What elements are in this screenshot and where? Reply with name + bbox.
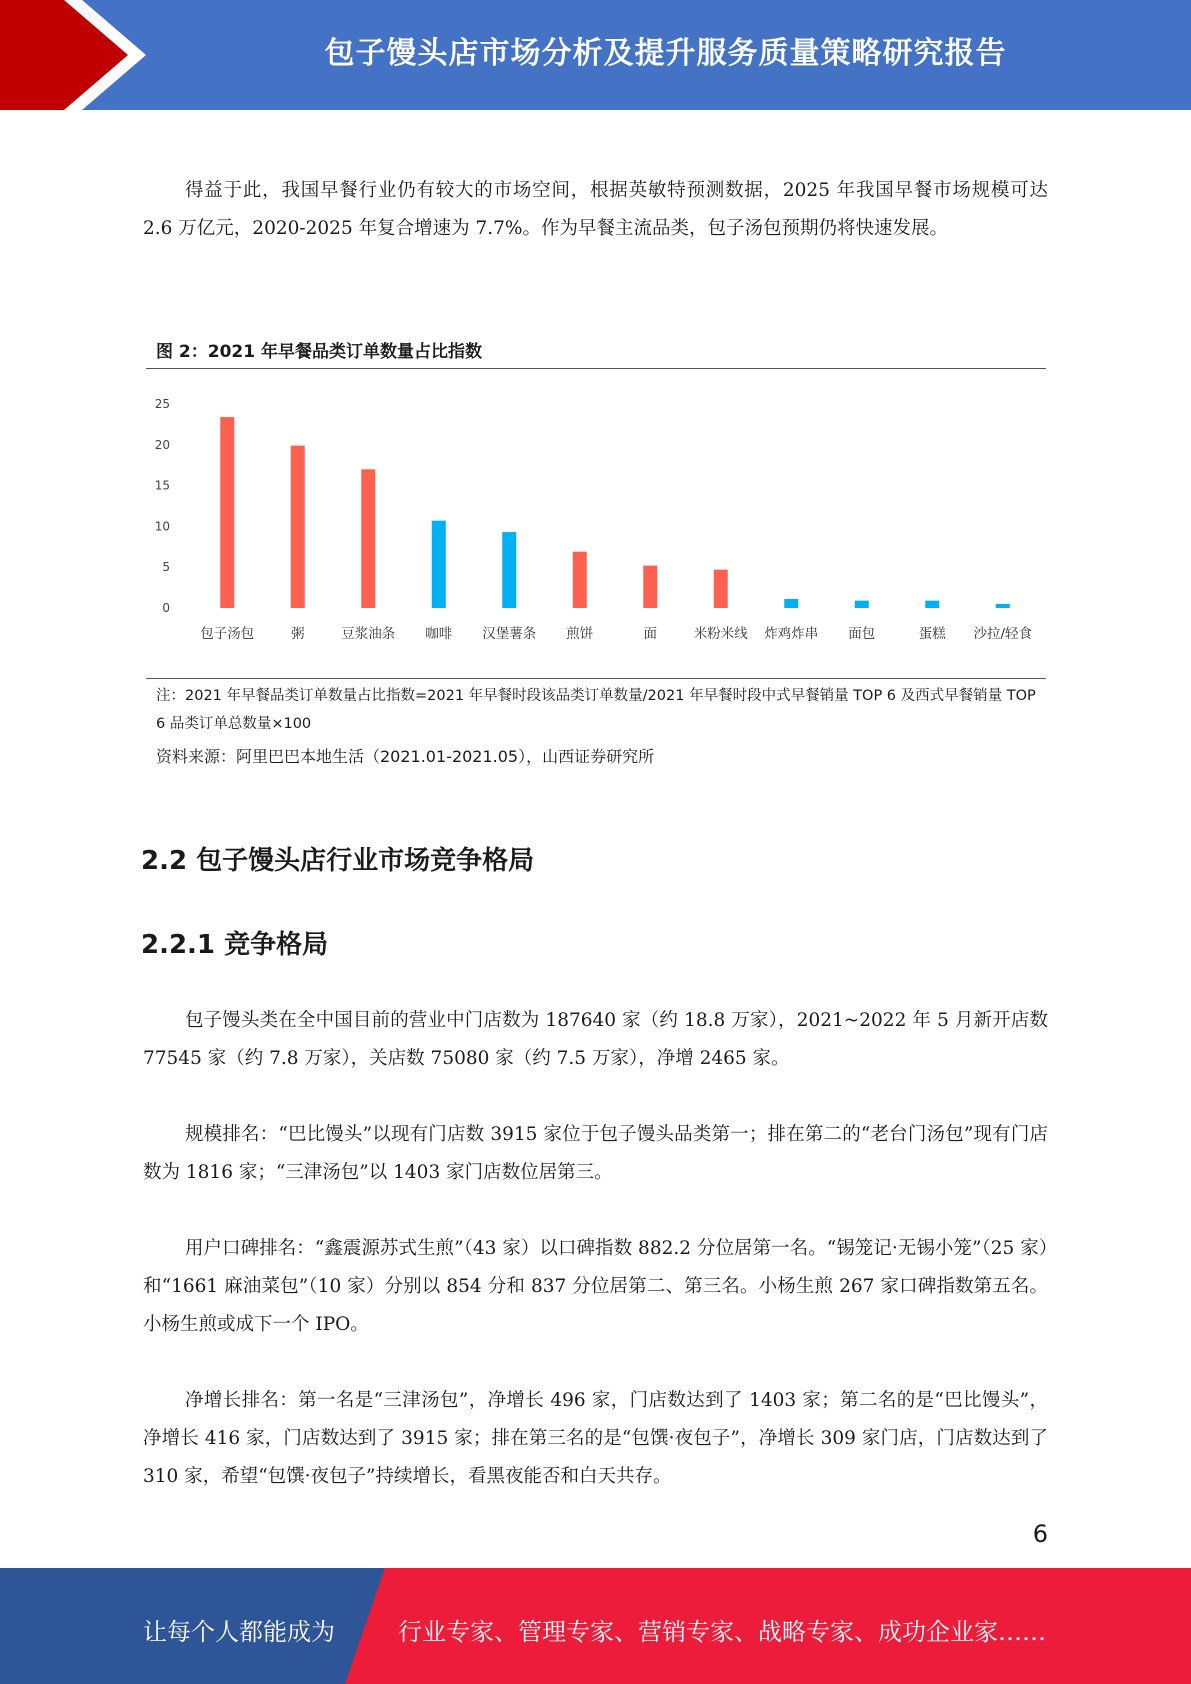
x-category-label: 面包 <box>848 626 876 642</box>
growth-ranking-paragraph: 净增长排名：第一名是“三津汤包”，净增长 496 家，门店数达到了 1403 家；第二名的是“巴比馒头”，净增长 416 家，门店数达到了 3915 家；排在第三名的是“包馔·夜包子”，净增长 309 家门店，门店数达到了 310 家，希望“包馔·夜包子”持续增长，看黑夜能否和白天共存。 <box>143 1390 1048 1487</box>
report-title: 包子馒头店市场分析及提升服务质量策略研究报告 <box>324 36 1007 71</box>
y-tick-label: 25 <box>154 397 170 411</box>
x-category-label: 粥 <box>291 626 305 642</box>
y-tick-label: 5 <box>162 560 170 575</box>
figure-title: 图 2：2021 年早餐品类订单数量占比指数 <box>156 342 482 362</box>
x-category-label: 汉堡薯条 <box>482 626 537 642</box>
y-tick-label: 0 <box>162 601 170 615</box>
y-tick-label: 15 <box>154 478 170 493</box>
bar <box>573 552 587 608</box>
bar <box>291 446 305 608</box>
store-count-paragraph: 包子馒头类在全中国目前的营业中门店数为 187640 家（约 18.8 万家），2021~2022 年 5 月新开店数 77545 家（约 7.8 万家），关店数 75080 家（约 7.5 万家），净增 2465 家。 <box>143 1010 1048 1069</box>
bar <box>996 604 1010 608</box>
reputation-ranking-paragraph: 用户口碑排名：“鑫震源苏式生煎”（43 家）以口碑指数 882.2 分位居第一名。“锡笼记·无锡小笼”（25 家）和“1661 麻油菜包”（10 家）分别以 854 分和 837 分位居第二、第三名。小杨生煎 267 家口碑指数第五名。小杨生煎或成下一个 IPO。 <box>143 1238 1048 1335</box>
x-category-label: 豆浆油条 <box>341 626 396 642</box>
y-tick-label: 20 <box>154 437 170 452</box>
page-number: 6 <box>1032 1520 1048 1548</box>
bar <box>784 599 798 608</box>
bar <box>502 532 516 608</box>
figure-bottom-rule <box>146 678 1046 679</box>
bar <box>643 566 657 608</box>
x-category-label: 沙拉/轻食 <box>973 626 1033 642</box>
x-category-label: 炸鸡炸串 <box>764 626 819 642</box>
footer-slogan-right: 行业专家、管理专家、营销专家、战略专家、成功企业家…… <box>398 1618 1046 1646</box>
y-tick-label: 10 <box>154 519 170 534</box>
x-category-label: 煎饼 <box>566 626 594 642</box>
figure-source: 资料来源：阿里巴巴本地生活（2021.01-2021.05），山西证券研究所 <box>156 747 655 766</box>
intro-paragraph: 得益于此，我国早餐行业仍有较大的市场空间，根据英敏特预测数据，2025 年我国早餐市场规模可达 2.6 万亿元，2020-2025 年复合增速为 7.7%。作为早餐主流品类，包子汤包预期仍将快速发展。 <box>143 180 1048 239</box>
x-category-label: 蛋糕 <box>918 626 946 642</box>
x-category-label: 咖啡 <box>425 626 453 642</box>
bar <box>220 417 234 608</box>
bar <box>714 570 728 608</box>
x-category-label: 面 <box>643 626 657 642</box>
bar-chart <box>146 380 1046 670</box>
bar <box>855 601 869 608</box>
x-category-label: 包子汤包 <box>200 626 255 642</box>
section-heading: 2.2 包子馒头店行业市场竞争格局 <box>141 846 535 876</box>
x-category-label: 米粉米线 <box>693 626 748 642</box>
figure-note: 注：2021 年早餐品类订单数量占比指数=2021 年早餐时段该品类订单数量/2021 年早餐时段中式早餐销量 TOP 6 及西式早餐销量 TOP 6 品类订单总数量×100 <box>156 688 1036 732</box>
bar <box>432 521 446 608</box>
bar <box>361 469 375 608</box>
footer-slogan-left: 让每个人都能成为 <box>143 1618 335 1646</box>
figure-top-rule <box>146 368 1046 369</box>
header-band <box>0 0 1191 110</box>
header-chevron-decoration <box>0 0 160 110</box>
scale-ranking-paragraph: 规模排名：“巴比馒头”以现有门店数 3915 家位于包子馒头品类第一；排在第二的“老台门汤包”现有门店数为 1816 家；“三津汤包”以 1403 家门店数位居第三。 <box>143 1124 1048 1183</box>
bar <box>925 601 939 608</box>
subsection-heading: 2.2.1 竞争格局 <box>141 930 329 960</box>
